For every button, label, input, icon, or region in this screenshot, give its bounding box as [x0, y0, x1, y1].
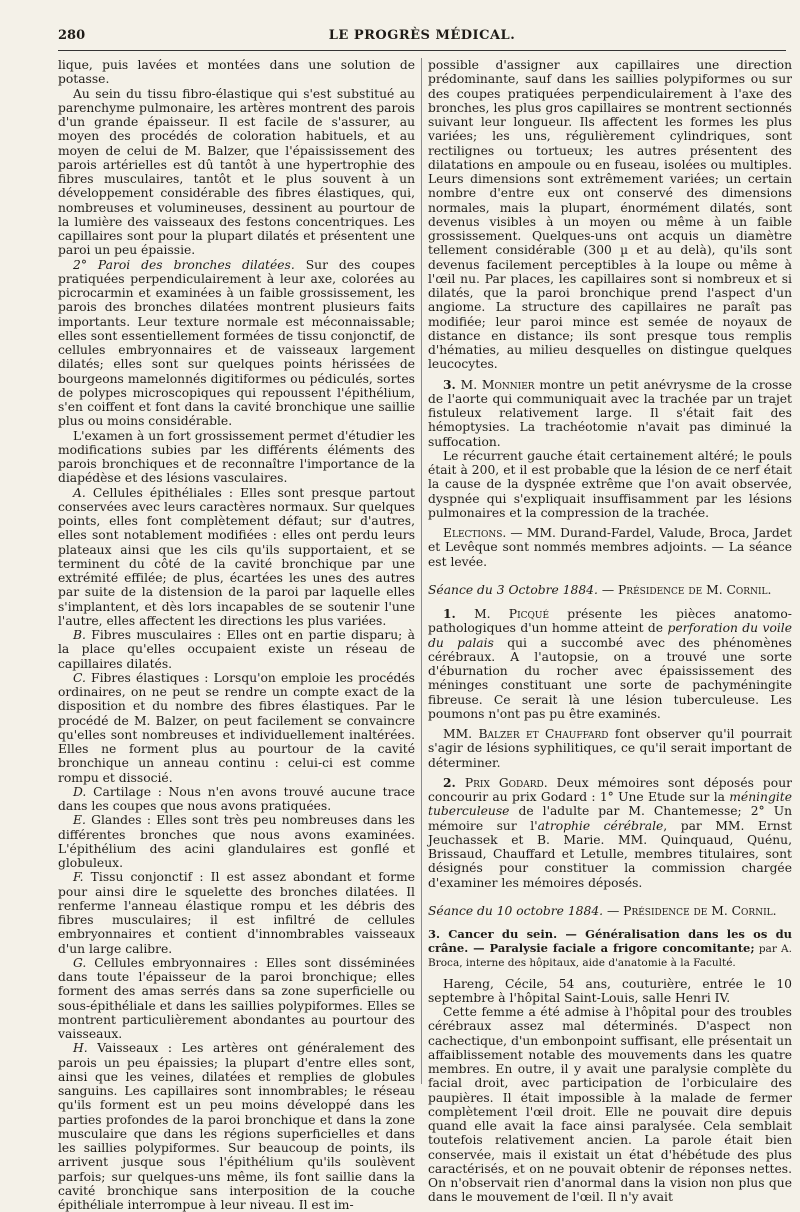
item-label: F.	[73, 870, 84, 885]
paragraph: Cette femme a été admise à l'hôpital pour des troubles cérébraux assez mal déterminés. D'aspect non cachectique, d'un embonpoint suffisant, elle présentait un affaiblissement notable des mouvements dans les quatre membres. En outre, il y avait une paralysie complète du facial droit, avec participation de l'orbiculaire des paupières. Il était impossible à la malade de fermer complètement l'œil droit. Elle ne pouvait dire depuis quand elle avait la face ainsi paralysée. Cela semblait toutefois relativement ancien. La parole était bien conservée, mais il existait un état d'hébétude des plus caractérisés, et on ne pouvait obtenir de réponses nettes. On n'observait rien d'anormal dans la vision non plus que dans le mouvement de l'œil. Il n'y avait	[428, 1005, 792, 1205]
paragraph-text: , par MM. Ernst Jeuchassek et B. Marie. MM. Quinquaud, Quénu, Brissaud, Chauffard et Letulle, membres titulaires, sont désignés pour constituer la commission chargée d'examiner les mémoires déposés.	[428, 818, 792, 890]
right-column	[428, 58, 792, 1205]
paragraph: L'examen à un fort grossissement permet d'étudier les modifications subies par les différents éléments des parois bronchiques et de reconnaître l'importance de la diapédèse et des lésions vasculaires.	[58, 428, 415, 486]
item-label: D.	[73, 784, 87, 799]
item-number: 3.	[443, 376, 456, 392]
paragraph: Le récurrent gauche était certainement altéré; le pouls était à 200, et il est probable que la lésion de ce nerf était la cause de la dyspnée extrême que l'on avait observée, dyspnée qui s'expliquait insuffisamment par les lésions pulmonaires et la compression de la trachée.	[428, 448, 792, 520]
item-label: H.	[73, 1041, 88, 1056]
item-number: 2.	[443, 774, 456, 790]
paragraph-text: Fibres élastiques : Lorsqu'on emploie les procédés ordinaires, on ne peut se rendre un compte exact de la disposition et du nombre des fibres élastiques. Par le procédé de M. Balzer, on peut facilement se convaincre qu'elles sont nombreuses et individuellement inaltérées. Elles ne forment plus au pourtour de la cavité bronchique un anneau continu : celui-ci est comme rompu et dissocié.	[58, 670, 415, 785]
speaker-name: M. Picqué	[474, 607, 550, 621]
paragraph: Hareng, Cécile, 54 ans, couturière, entrée le 10 septembre à l'hôpital Saint-Louis, salle Henri IV.	[428, 976, 792, 1005]
observation-heading: 3. Cancer du sein. — Généralisation dans les os du crâne. — Paralysie faciale a frigore concomitante;	[428, 927, 792, 955]
paragraph	[428, 378, 792, 449]
paragraph-text: de l'adulte par M. Chantemesse; 2° Un mémoire sur l'	[428, 804, 792, 833]
paragraph	[428, 526, 792, 569]
item-label: A.	[73, 485, 86, 500]
italic-term: perforation du voile du palais	[428, 621, 792, 650]
paragraph-text: Sur des coupes pratiquées perpendiculairement à leur axe, colorées au picrocarmin et examinées à un faible grossissement, les parois des bronches dilatées montrent plusieurs faits importants. Leur texture normale est méconnaissable; elles sont essentiellement formées de tissu conjonctif, de cellules embryonnaires et de vaisseaux largement dilatés; elles sont sur quelques points hérissées de bourgeons mamelonnés digitiformes ou pédiculés, sortes de polypes microscopiques qui repoussent l'épithélium, s'en coiffent et font dans la cavité bronchique une saillie plus ou moins considérable.	[58, 257, 415, 429]
paragraph-text: Vaisseaux : Les artères ont généralement des parois un peu épaissies; la plupart d'entre elles sont, ainsi que les veines, dilatées et remplies de globules sanguins. Les capillaires sont innombrables; le réseau qu'ils forment est un peu moins développé dans les parties profondes de la paroi bronchique et dans la zone musculaire que dans les régions superficielles et dans les saillies polypiformes. Sur beaucoup de points, ils arrivent jusque sous l'épithélium qu'ils soulèvent parfois; sur quelques-uns même, ils font saillie dans la cavité bronchique sans interposition de la couche épithéliale interrompue à leur niveau. Il est im-	[58, 1041, 415, 1212]
paragraph	[58, 1041, 415, 1212]
paragraph-text: font observer qu'il pourrait s'agir de lésions syphilitiques, ce qu'il serait important de déterminer.	[428, 727, 792, 770]
section-label: Elections.	[443, 526, 507, 540]
page-header	[58, 28, 786, 50]
paragraph: lique, puis lavées et montées dans une solution de potasse.	[58, 58, 415, 87]
speaker-name: M. Monnier	[460, 377, 535, 392]
paragraph-text: présente les pièces anatomo-pathologiques d'un homme atteint de	[428, 607, 792, 636]
seance-heading	[428, 904, 792, 918]
paragraph	[58, 813, 415, 870]
paragraph	[58, 671, 415, 785]
seance-date: Séance du 3 Octobre 1884.	[428, 582, 598, 597]
paragraph	[58, 486, 415, 629]
paragraph	[58, 870, 415, 956]
paragraph-text: Cellules embryonnaires : Elles sont disséminées dans toute l'épaisseur de la paroi bronchique; elles forment des amas serrés dans sa zone superficielle ou sous-épithéliale et dans les saillies polypiformes. Elles se montrent particulièrement abondantes au pourtour des vaisseaux.	[58, 955, 415, 1041]
speaker-name: MM. Balzer et Chauffard	[443, 727, 609, 741]
item-label: C.	[73, 670, 86, 685]
paragraph	[428, 776, 792, 890]
item-label: E.	[73, 813, 86, 828]
paragraph	[428, 727, 792, 770]
paragraph-text: Fibres musculaires : Elles ont en partie disparu; à la place qu'elles occupaient existe un réseau de capillaires dilatés.	[58, 628, 415, 671]
paragraph-text: Glandes : Elles sont très peu nombreuses dans les différentes bronches que nous avons examinées. L'épithélium des acini glandulaires est gonflé et globuleux.	[58, 813, 415, 870]
header-rule	[58, 50, 786, 51]
paragraph	[58, 258, 415, 429]
item-number: 1.	[443, 606, 456, 621]
paragraph-text: Deux mémoires sont déposés pour concourir au prix Godard : 1° Une Etude sur la	[428, 775, 792, 804]
paragraph-text: Cartilage : Nous n'en avons trouvé aucune trace dans les coupes que nous avons pratiquées.	[58, 784, 415, 813]
paragraph-text: Tissu conjonctif : Il est assez abondant et forme pour ainsi dire le squelette des bronches dilatées. Il renferme l'anneau élastique rompu et les débris des fibres musculaires; il est infiltré de cellules embryonnaires et contient d'innombrables vaisseaux d'un large calibre.	[58, 870, 415, 956]
paragraph	[428, 607, 792, 721]
observation-author: par A. Broca, interne des hôpitaux, aide d'anatomie à la Faculté.	[428, 942, 792, 969]
paragraph	[58, 628, 415, 671]
column-divider	[421, 58, 422, 1084]
paragraph	[58, 785, 415, 814]
paragraph: Au sein du tissu fibro-élastique qui s'est substitué au parenchyme pulmonaire, les artères montrent des parois d'un grande épaisseur. Il est facile de s'assurer, au moyen des procédés de coloration habituels, et au moyen de celui de M. Balzer, que l'épaississement des parois artérielles est dû tantôt à une hypertrophie des fibres musculaires, tantôt et le plus souvent à un développement considérable des fibres élastiques, qui, nombreuses et volumineuses, dessinent au pourtour de la lumière des vaisseaux des festons concentriques. Les capillaires sont pour la plupart dilatés et présentent une paroi un peu épaissie.	[58, 86, 415, 258]
paragraph: possible d'assigner aux capillaires une direction prédominante, sauf dans les saillies polypiformes ou sur des coupes pratiquées perpendiculairement à l'axe des bronches, les plus gros capillaires se montrent sectionnés suivant leur longueur. Ils affectent les formes les plus variées; les uns, régulièrement cylindriques, sont rectilignes ou tortueux; les autres présentent des dilatations en ampoule ou en fuseau, isolées ou multiples. Leurs dimensions sont extrêmement variées; un certain nombre d'entre eux ont conservé des dimensions normales, mais la plupart, énormément dilatés, sont devenus visibles à un moyen ou même à un faible grossissement. Quelques-uns ont acquis un diamètre tellement considérable (300 µ et au delà), qu'ils sont devenus facilement perceptibles à la loupe ou même à l'œil nu. Par places, les capillaires sont si nombreux et si dilatés, que la paroi bronchique prend l'aspect d'un angiome. La structure des capillaires ne paraît pas modifiée; leur paroi mince est semée de noyaux de distance en distance; ils sont presque tous remplis d'hématies, au milieu desquelles on distingue quelques leucocytes.	[428, 58, 792, 372]
page-number: 280	[58, 28, 86, 43]
speaker-name: Prix Godard.	[464, 775, 548, 790]
seance-president: — Présidence de M. Cornil.	[597, 582, 772, 597]
paragraph	[58, 956, 415, 1042]
observation-title	[428, 928, 792, 971]
paragraph-text: qui a succombé avec des phénomènes cérébraux. A l'autopsie, on a trouvé une sorte d'éburnation du rocher avec épaississement des méninges constituant une sorte de pachyméningite fibreuse. Ce serait là une lésion tuberculeuse. Les poumons n'ont pas pu être examinés.	[428, 635, 792, 721]
left-column	[58, 58, 415, 1212]
italic-term: méningite tuberculeuse	[428, 790, 792, 819]
paragraph-text: montre un petit anévrysme de la crosse de l'aorte qui communiquait avec la trachée par un trajet fistuleux relativement large. Il s'était fait des hémoptysies. La trachéotomie n'avait pas diminué la suffocation.	[428, 377, 792, 449]
seance-heading	[428, 583, 792, 597]
journal-title: LE PROGRÈS MÉDICAL.	[328, 28, 516, 43]
item-label: B.	[73, 628, 86, 642]
section-label: 2° Paroi des bronches dilatées.	[73, 257, 295, 272]
paragraph-text: — MM. Durand-Fardel, Valude, Broca, Jardet et Levêque sont nommés membres adjoints. — La séance est levée.	[428, 526, 792, 569]
italic-term: atrophie cérébrale	[537, 818, 664, 833]
item-label: G.	[73, 955, 87, 970]
seance-date: Séance du 10 octobre 1884.	[428, 903, 604, 918]
seance-president: — Présidence de M. Cornil.	[603, 903, 777, 918]
paragraph-text: Cellules épithéliales : Elles sont presque partout conservées avec leurs caractères normaux. Sur quelques points, elles font complètement défaut; sur d'autres, elles sont notablement modifiées : elles ont perdu leurs plateaux ainsi que les cils qu'ils supportaient, et se terminent du côté de la cavité bronchique par une extrémité effilée; de plus, écartées les unes des autres par suite de la distension de la paroi par laquelle elles s'implantent, et dès lors incapables de se soutenir l'une l'autre, elles affectent les directions les plus variées.	[58, 485, 415, 628]
